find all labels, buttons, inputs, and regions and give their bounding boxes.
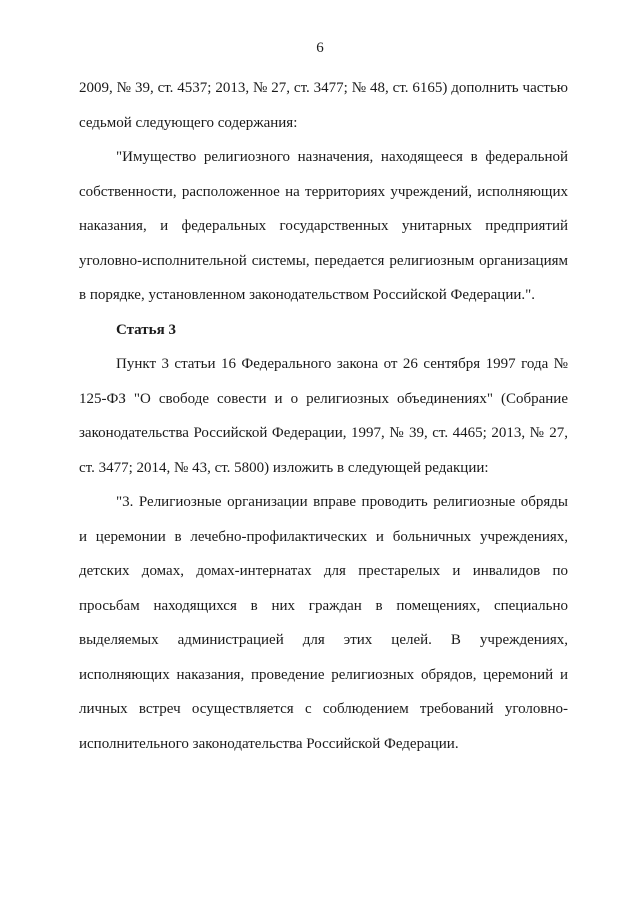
- paragraph-quoted-point-three: "3. Религиозные организации вправе проводить религиозные обряды и церемонии в лечебно-профилактических и больничных учреждениях, детских домах, домах-интернатах для престарелых и инвалидов по просьбам находящихся в них граждан в помещениях, специально выделяемых администрацией для этих целей. В учреждениях, исполняющих наказания, проведение религиозных обрядов, церемоний и личных встреч осуществляется с соблюдением требований уголовно-исполнительного законодательства Российской Федерации.: [79, 494, 568, 752]
- paragraph-quoted-part-seven: "Имущество религиозного назначения, находящееся в федеральной собственности, расположенное на территориях учреждений, исполняющих наказания, и федеральных государственных унитарных предприятий уголовно-исполнительной системы, передается религиозным организациям в порядке, установленном законодательством Российской Федерации.".: [79, 149, 568, 303]
- paragraph-continuation: 2009, № 39, ст. 4537; 2013, № 27, ст. 3477; № 48, ст. 6165) дополнить частью седьмой следующего содержания:: [79, 80, 568, 131]
- paragraph-amendment-instruction: Пункт 3 статьи 16 Федерального закона от 26 сентября 1997 года № 125-ФЗ "О свободе совести и о религиозных объединениях" (Собрание законодательства Российской Федерации, 1997, № 39, ст. 4465; 2013, № 27, ст. 3477; 2014, № 43, ст. 5800) изложить в следующей редакции:: [79, 356, 568, 476]
- article-heading: Статья 3: [116, 321, 176, 338]
- page-number: 6: [316, 40, 324, 56]
- document-body: [79, 71, 568, 761]
